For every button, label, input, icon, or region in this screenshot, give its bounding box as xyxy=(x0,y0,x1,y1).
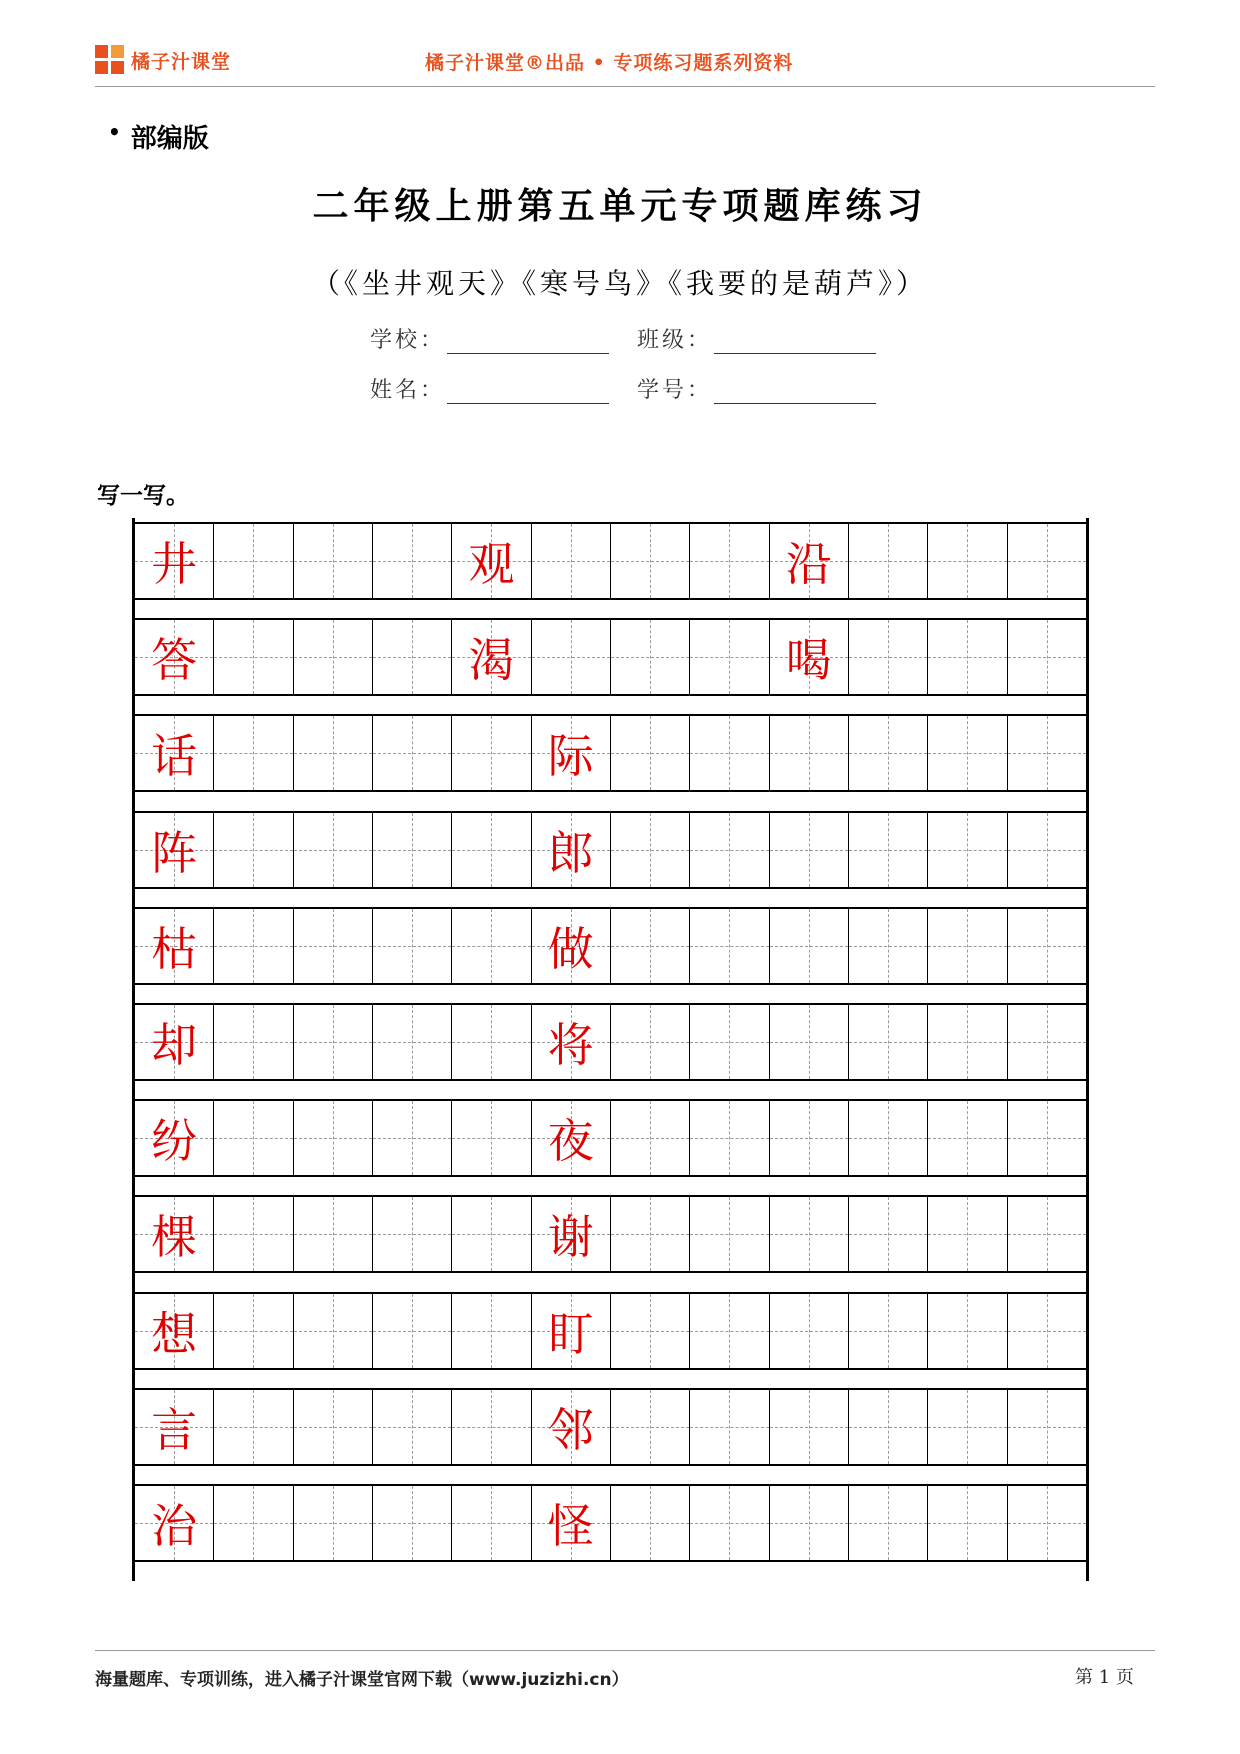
student-no-label: 学号： xyxy=(637,378,713,403)
practice-cell[interactable] xyxy=(1007,1294,1086,1368)
model-character: 井 xyxy=(151,537,198,591)
grid-row xyxy=(135,714,1086,792)
practice-cell[interactable] xyxy=(372,620,451,694)
model-character-cell xyxy=(135,716,213,790)
practice-cell[interactable] xyxy=(689,1486,768,1560)
practice-cell[interactable] xyxy=(213,1390,292,1464)
header-divider xyxy=(95,86,1155,87)
practice-cell[interactable] xyxy=(451,909,530,983)
practice-cell[interactable] xyxy=(610,716,689,790)
practice-cell[interactable] xyxy=(293,1101,372,1175)
practice-cell[interactable] xyxy=(213,909,292,983)
edition-text: 部编版 xyxy=(130,124,209,154)
practice-cell[interactable] xyxy=(848,620,927,694)
practice-cell[interactable] xyxy=(927,1294,1006,1368)
practice-cell[interactable] xyxy=(293,1294,372,1368)
grid-row xyxy=(135,907,1086,985)
practice-cell[interactable] xyxy=(689,1101,768,1175)
model-character: 将 xyxy=(547,1018,594,1072)
model-character-cell xyxy=(135,1294,213,1368)
student-no-field xyxy=(637,373,876,404)
model-character-cell xyxy=(531,909,610,983)
practice-cell[interactable] xyxy=(213,813,292,887)
model-character-cell xyxy=(135,1390,213,1464)
class-blank[interactable] xyxy=(714,329,876,354)
student-no-blank[interactable] xyxy=(714,379,876,404)
practice-cell[interactable] xyxy=(293,909,372,983)
practice-cell[interactable] xyxy=(848,524,927,598)
name-label: 姓名： xyxy=(370,378,446,403)
model-character-cell xyxy=(451,620,530,694)
model-character: 盯 xyxy=(547,1306,594,1361)
practice-cell[interactable] xyxy=(689,1197,768,1271)
model-character: 郎 xyxy=(547,825,594,880)
practice-cell[interactable] xyxy=(372,909,451,983)
page-subtitle: （《坐井观天》《寒号鸟》《我要的是葫芦》） xyxy=(311,267,928,300)
info-row-1 xyxy=(370,323,876,354)
practice-cell[interactable] xyxy=(1007,620,1086,694)
footer-divider xyxy=(95,1650,1155,1651)
practice-cell[interactable] xyxy=(927,813,1006,887)
practice-cell[interactable] xyxy=(689,1390,768,1464)
practice-cell[interactable] xyxy=(293,620,372,694)
model-character: 想 xyxy=(151,1306,198,1361)
school-label: 学校： xyxy=(370,328,446,353)
model-character-cell xyxy=(531,1486,610,1560)
model-character: 怪 xyxy=(547,1499,594,1553)
practice-cell[interactable] xyxy=(451,716,530,790)
practice-cell[interactable] xyxy=(293,716,372,790)
model-character: 沿 xyxy=(785,537,832,591)
name-field xyxy=(370,373,609,404)
class-label: 班级： xyxy=(637,328,713,353)
bullet-icon: • xyxy=(108,120,121,144)
grid-row xyxy=(135,1292,1086,1370)
model-character-cell xyxy=(135,1101,213,1175)
brand-name: 橘子汁课堂 xyxy=(131,50,232,73)
practice-cell[interactable] xyxy=(610,909,689,983)
practice-cell[interactable] xyxy=(293,1005,372,1079)
practice-cell[interactable] xyxy=(848,1005,927,1079)
practice-cell[interactable] xyxy=(372,1486,451,1560)
practice-cell[interactable] xyxy=(610,813,689,887)
practice-cell[interactable] xyxy=(372,1197,451,1271)
model-character: 棵 xyxy=(151,1210,198,1265)
practice-cell[interactable] xyxy=(372,524,451,598)
model-character: 却 xyxy=(151,1018,198,1072)
model-character: 谢 xyxy=(547,1210,594,1265)
practice-cell[interactable] xyxy=(451,1486,530,1560)
model-character-cell xyxy=(135,1005,213,1079)
model-character: 做 xyxy=(547,921,594,976)
practice-cell[interactable] xyxy=(769,1294,848,1368)
model-character: 言 xyxy=(151,1402,198,1457)
practice-cell[interactable] xyxy=(451,1390,530,1464)
practice-cell[interactable] xyxy=(848,1390,927,1464)
practice-cell[interactable] xyxy=(1007,524,1086,598)
grid-row xyxy=(135,1195,1086,1273)
practice-cell[interactable] xyxy=(213,1197,292,1271)
model-character: 治 xyxy=(151,1499,198,1553)
model-character-cell xyxy=(531,1294,610,1368)
practice-cell[interactable] xyxy=(848,1197,927,1271)
practice-cell[interactable] xyxy=(848,813,927,887)
grid-row xyxy=(135,1388,1086,1466)
grid-row xyxy=(135,811,1086,889)
practice-cell[interactable] xyxy=(293,813,372,887)
school-blank[interactable] xyxy=(447,329,609,354)
practice-cell[interactable] xyxy=(372,1294,451,1368)
page-number: 第 1 页 xyxy=(1075,1667,1134,1688)
grid-row xyxy=(135,618,1086,696)
model-character-cell xyxy=(531,813,610,887)
practice-cell[interactable] xyxy=(531,620,610,694)
practice-cell[interactable] xyxy=(1007,1005,1086,1079)
school-field xyxy=(370,323,609,354)
practice-cell[interactable] xyxy=(769,1005,848,1079)
practice-cell[interactable] xyxy=(689,1294,768,1368)
practice-cell[interactable] xyxy=(927,524,1006,598)
grid-row xyxy=(135,1484,1086,1562)
model-character: 话 xyxy=(151,729,198,784)
practice-cell[interactable] xyxy=(927,620,1006,694)
practice-cell[interactable] xyxy=(610,1005,689,1079)
practice-cell[interactable] xyxy=(927,716,1006,790)
practice-cell[interactable] xyxy=(1007,813,1086,887)
practice-cell[interactable] xyxy=(769,813,848,887)
info-row-2 xyxy=(370,373,876,404)
model-character: 阵 xyxy=(151,825,198,880)
page-title: 二年级上册第五单元专项题库练习 xyxy=(312,185,928,227)
practice-cell[interactable] xyxy=(848,1294,927,1368)
practice-cell[interactable] xyxy=(213,1486,292,1560)
model-character-cell xyxy=(135,813,213,887)
model-character: 答 xyxy=(151,633,198,688)
practice-cell[interactable] xyxy=(927,1486,1006,1560)
grid-row xyxy=(135,1003,1086,1081)
model-character: 枯 xyxy=(151,921,198,976)
practice-cell[interactable] xyxy=(372,813,451,887)
grid-row xyxy=(135,1099,1086,1177)
edition-label xyxy=(108,118,209,155)
model-character: 渴 xyxy=(468,633,515,688)
practice-cell[interactable] xyxy=(372,1005,451,1079)
practice-cell[interactable] xyxy=(610,620,689,694)
practice-cell[interactable] xyxy=(451,1101,530,1175)
practice-cell[interactable] xyxy=(451,1197,530,1271)
practice-cell[interactable] xyxy=(213,1294,292,1368)
practice-cell[interactable] xyxy=(610,1294,689,1368)
model-character-cell xyxy=(135,620,213,694)
practice-cell[interactable] xyxy=(689,620,768,694)
model-character-cell xyxy=(135,909,213,983)
practice-cell[interactable] xyxy=(213,1101,292,1175)
model-character-cell xyxy=(531,1390,610,1464)
practice-cell[interactable] xyxy=(927,1197,1006,1271)
model-character: 夜 xyxy=(547,1114,594,1169)
writing-grid xyxy=(132,518,1089,1581)
model-character-cell xyxy=(135,1197,213,1271)
model-character-cell xyxy=(531,1101,610,1175)
practice-cell[interactable] xyxy=(610,1197,689,1271)
class-field xyxy=(637,323,876,354)
practice-cell[interactable] xyxy=(531,524,610,598)
practice-cell[interactable] xyxy=(610,1390,689,1464)
practice-cell[interactable] xyxy=(451,1005,530,1079)
practice-cell[interactable] xyxy=(1007,1390,1086,1464)
model-character-cell xyxy=(769,524,848,598)
grid-row xyxy=(135,522,1086,600)
practice-cell[interactable] xyxy=(213,716,292,790)
practice-cell[interactable] xyxy=(372,1101,451,1175)
practice-cell[interactable] xyxy=(610,1101,689,1175)
grid-right-border xyxy=(1086,518,1089,1581)
practice-cell[interactable] xyxy=(213,1005,292,1079)
practice-cell[interactable] xyxy=(451,1294,530,1368)
practice-cell[interactable] xyxy=(213,524,292,598)
practice-cell[interactable] xyxy=(848,1101,927,1175)
logo-icon xyxy=(95,45,125,75)
practice-cell[interactable] xyxy=(689,909,768,983)
model-character-cell xyxy=(531,1005,610,1079)
practice-cell[interactable] xyxy=(1007,1101,1086,1175)
model-character-cell xyxy=(531,1197,610,1271)
model-character-cell xyxy=(451,524,530,598)
page-header xyxy=(0,0,1240,90)
model-character: 邻 xyxy=(547,1402,594,1457)
practice-cell[interactable] xyxy=(848,1486,927,1560)
footer-text: 海量题库、专项训练，进入橘子汁课堂官网下载（www.juzizhi.cn） xyxy=(95,1670,629,1690)
model-character-cell xyxy=(135,524,213,598)
practice-cell[interactable] xyxy=(1007,716,1086,790)
practice-cell[interactable] xyxy=(1007,1486,1086,1560)
model-character-cell xyxy=(531,716,610,790)
practice-cell[interactable] xyxy=(848,716,927,790)
practice-cell[interactable] xyxy=(213,620,292,694)
practice-cell[interactable] xyxy=(927,909,1006,983)
model-character: 纷 xyxy=(151,1114,198,1169)
practice-cell[interactable] xyxy=(689,813,768,887)
model-character-cell xyxy=(769,620,848,694)
practice-cell[interactable] xyxy=(769,1486,848,1560)
practice-cell[interactable] xyxy=(372,1390,451,1464)
practice-cell[interactable] xyxy=(769,716,848,790)
exercise-instruction: 写一写。 xyxy=(97,483,189,509)
practice-cell[interactable] xyxy=(610,1486,689,1560)
practice-cell[interactable] xyxy=(769,1101,848,1175)
model-character: 观 xyxy=(468,537,515,591)
practice-cell[interactable] xyxy=(927,1390,1006,1464)
model-character: 喝 xyxy=(785,633,832,688)
practice-cell[interactable] xyxy=(1007,909,1086,983)
practice-cell[interactable] xyxy=(769,1197,848,1271)
practice-cell[interactable] xyxy=(451,813,530,887)
practice-cell[interactable] xyxy=(293,1486,372,1560)
header-slogan: 橘子汁课堂®出品 • 专项练习题系列资料 xyxy=(425,52,794,74)
practice-cell[interactable] xyxy=(689,1005,768,1079)
practice-cell[interactable] xyxy=(689,524,768,598)
practice-cell[interactable] xyxy=(293,524,372,598)
practice-cell[interactable] xyxy=(293,1390,372,1464)
practice-cell[interactable] xyxy=(927,1005,1006,1079)
practice-cell[interactable] xyxy=(689,716,768,790)
name-blank[interactable] xyxy=(447,379,609,404)
practice-cell[interactable] xyxy=(293,1197,372,1271)
model-character-cell xyxy=(135,1486,213,1560)
practice-cell[interactable] xyxy=(927,1101,1006,1175)
model-character: 际 xyxy=(547,729,594,784)
practice-cell[interactable] xyxy=(610,524,689,598)
practice-cell[interactable] xyxy=(372,716,451,790)
practice-cell[interactable] xyxy=(769,909,848,983)
practice-cell[interactable] xyxy=(848,909,927,983)
brand-logo[interactable] xyxy=(95,45,231,75)
practice-cell[interactable] xyxy=(769,1390,848,1464)
practice-cell[interactable] xyxy=(1007,1197,1086,1271)
